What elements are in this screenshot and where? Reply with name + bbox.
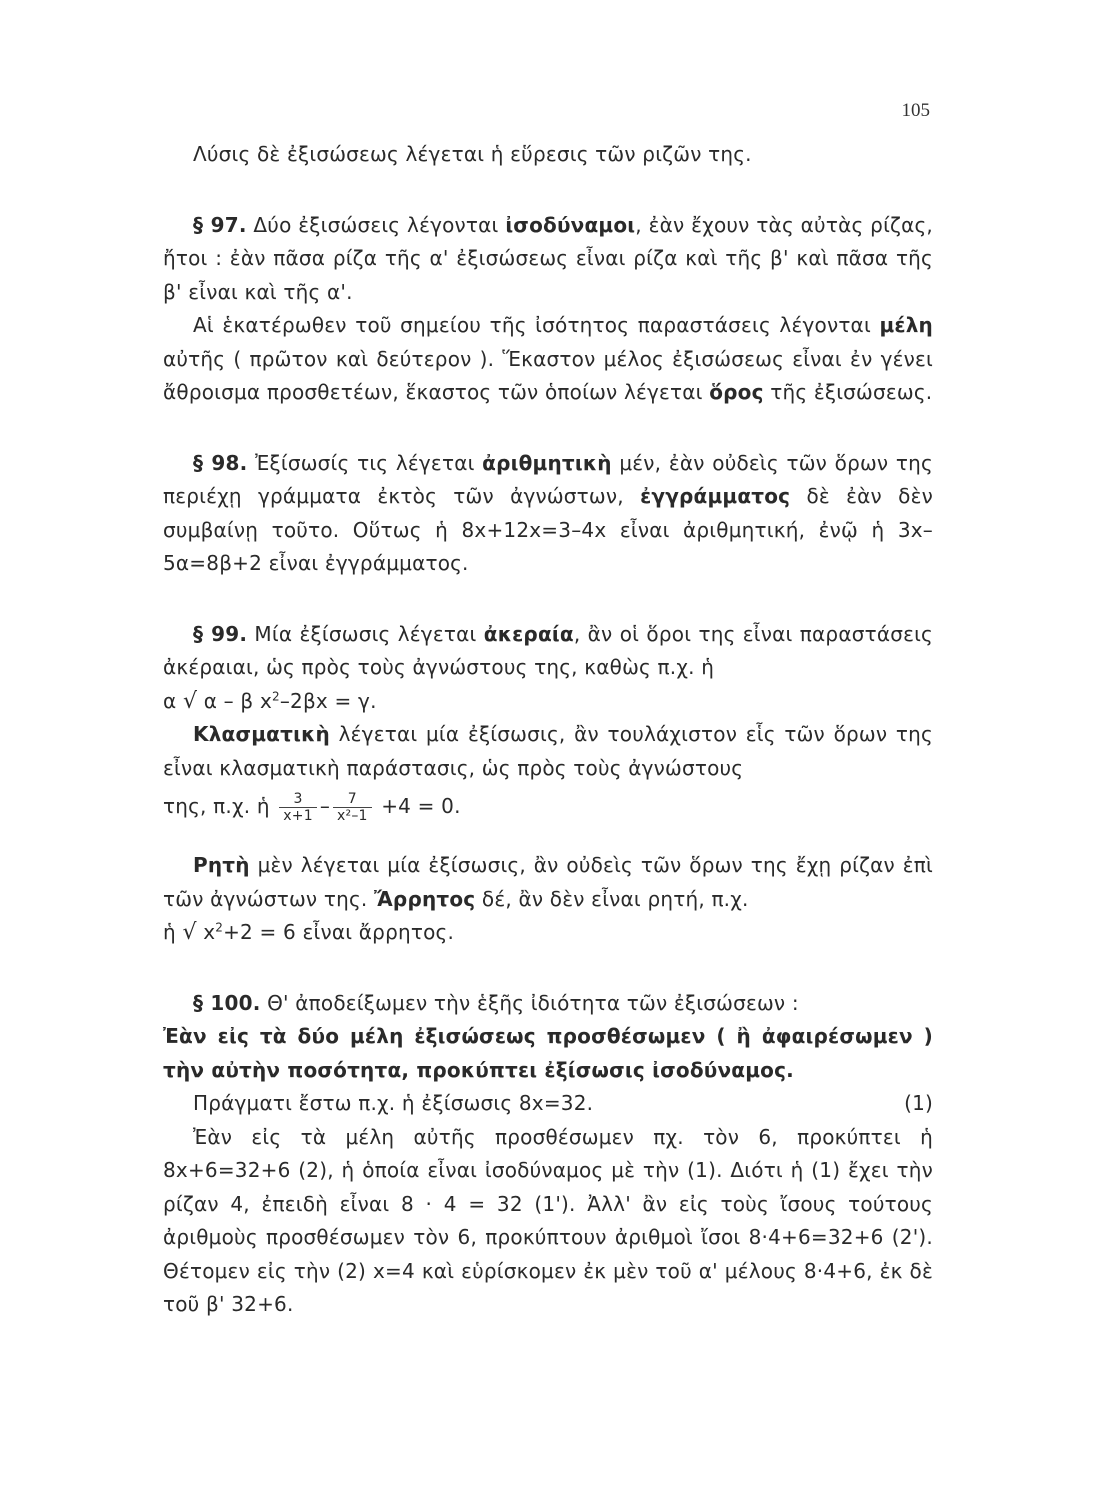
equation-line-1: Πράγματι ἔστω π.χ. ἡ ἐξίσωσις 8x=32. (1) <box>163 1087 933 1121</box>
equation-klasmatiki: της, π.χ. ἡ $\frac{3}{x+1}$ – $\frac{7}{\text{x²–1}}$ +4 = 0. <box>163 791 461 824</box>
term-meli: μέλη <box>879 313 933 337</box>
section-number: § 100. <box>193 990 261 1015</box>
fraction: $\frac{3}{x+1}$ <box>279 791 317 824</box>
radical-icon: √ <box>182 920 197 945</box>
paragraph-lysis: Λύσις δὲ ἐξισώσεως λέγεται ἡ εὕρεσις τῶν ριζῶν της. <box>193 142 752 166</box>
theorem-statement: Ἐὰν εἰς τὰ δύο μέλη ἐξισώσεως προσθέσωμεν ( ἢ ἀφαιρέσωμεν ) τὴν αὐτὴν ποσότητα, προκύπτει ἐξίσωσις ἰσοδύναμος. <box>163 1024 933 1082</box>
radical-icon: √ <box>182 688 198 714</box>
term-oros: ὅρος <box>709 380 764 404</box>
section-99: § 99. Μία ἐξίσωσις λέγεται ἀκεραία, ἂν οἱ ὅροι της εἶναι παραστάσεις ἀκέραιαι, ὡς πρὸς τοὺς ἀγνώστους της, καθὼς π.χ. ἡ <box>163 621 933 679</box>
section-100: § 100. Θ' ἀποδείξωμεν τὴν ἑξῆς ἰδιότητα τῶν ἐξισώσεων : <box>193 990 799 1015</box>
term-klasmatiki: Κλασματικὴ <box>193 722 330 746</box>
term-arritos: Ἄρρητος <box>374 886 476 911</box>
term-akeraia: ἀκεραία <box>483 621 574 646</box>
term-engrammatos: ἐγγράμματος <box>640 484 791 508</box>
section-97: § 97. Δύο ἐξισώσεις λέγονται ἰσοδύναμοι, ἐὰν ἔχουν τὰς αὐτὰς ρίζας, ἤτοι : ἐὰν πᾶσα ρίζα τῆς α' ἐξισώσεως εἶναι ρίζα καὶ τῆς β' καὶ πᾶσα τῆς β' εἶναι καὶ τῆς α'. <box>163 212 933 304</box>
equation-akeraia: α √ α – β $x^2-2\beta x = \gamma$. <box>163 688 377 714</box>
equation-tag: (1) <box>904 1091 933 1115</box>
term-isodynamoi: ἰσοδύναμοι <box>505 212 636 237</box>
page-body <box>163 138 933 1322</box>
paragraph-klasmatiki: Κλασματικὴ λέγεται μία ἐξίσωσις, ἂν τουλάχιστον εἷς τῶν ὅρων της εἶναι κλασματικὴ παράστασις, ὡς πρὸς τοὺς ἀγνώστους <box>163 722 933 780</box>
fraction: $\frac{7}{\text{x²–1}}$ <box>333 791 372 824</box>
paragraph-rhti: Ρητὴ μὲν λέγεται μία ἐξίσωσις, ἂν οὐδεὶς τῶν ὅρων της ἔχῃ ρίζαν ἐπὶ τῶν ἀγνώστων της. Ἄρρητος δέ, ἂν δὲν εἶναι ρητή, π.χ. <box>163 853 933 911</box>
section-number: § 99. <box>193 621 248 646</box>
term-lysis: Λύσις <box>193 142 251 166</box>
section-number: § 97. <box>193 212 247 237</box>
section-number: § 98. <box>193 450 248 475</box>
term-rhti: Ρητὴ <box>193 853 250 877</box>
section-98: § 98. Ἐξίσωσίς τις λέγεται ἀριθμητικὴ μέν, ἐὰν οὐδεὶς τῶν ὅρων της περιέχῃ γράμματα ἐκτὸς τῶν ἀγνώστων, ἐγγράμματος δὲ ἐὰν δὲν συμβαίνῃ τοῦτο. Οὕτως ἡ 8x+12x=3–4x εἶναι ἀριθμητική, ἐνῷ ἡ 3x–5α=8β+2 εἶναι ἐγγράμματος. <box>163 450 933 575</box>
paragraph-97-members: Αἱ ἑκατέρωθεν τοῦ σημείου τῆς ἰσότητος παραστάσεις λέγονται μέλη αὐτῆς ( πρῶτον καὶ δεύτερον ). Ἕκαστον μέλος ἐξισώσεως εἶναι ἐν γένει ἄθροισμα προσθετέων, ἕκαστος τῶν ὁποίων λέγεται ὅρος τῆς ἐξισώσεως. <box>163 313 933 404</box>
term-arithmitiki: ἀριθμητικὴ <box>482 450 612 475</box>
paragraph-proof: Ἐὰν εἰς τὰ μέλη αὐτῆς προσθέσωμεν πχ. τὸν 6, προκύπτει ἡ 8x+6=32+6 (2), ἡ ὁποία εἶναι ἰσοδύναμος μὲ τὴν (1). Διότι ἡ (1) ἔχει τὴν ρίζαν 4, ἐπειδὴ εἶναι 8 · 4 = 32 (1'). Ἀλλ' ἂν εἰς τοὺς ἴσους τούτους ἀριθμοὺς προσθέσωμεν τὸν 6, προκύπτουν ἀριθμοὶ ἴσοι 8·4+6=32+6 (2'). Θέτομεν εἰς τὴν (2) x=4 καὶ εὑρίσκομεν ἐκ μὲν τοῦ α' μέλους 8·4+6, ἐκ δὲ τοῦ β' 32+6. <box>163 1124 933 1316</box>
page-number: 105 <box>901 100 930 121</box>
equation-arritos: ἡ √ $x^2+2 = 6$ εἶναι ἄρρητος. <box>163 920 455 945</box>
